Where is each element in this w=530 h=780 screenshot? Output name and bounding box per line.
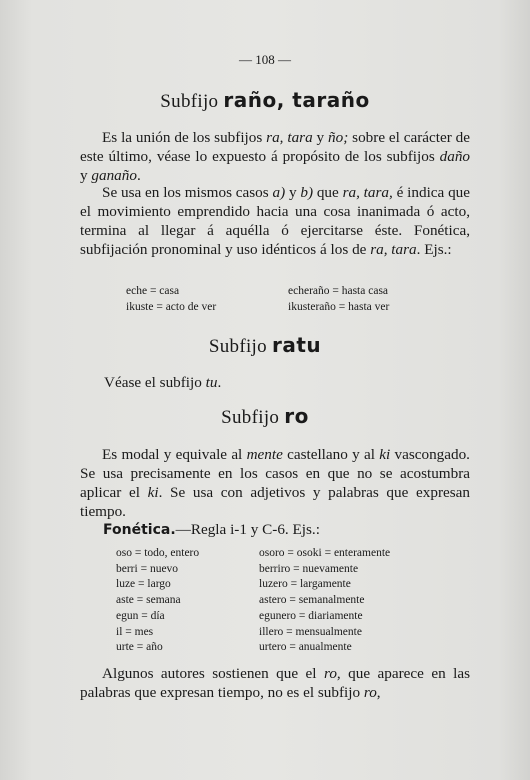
example-item: astero = semanalmente: [259, 594, 365, 607]
heading-suffix: raño, taraño: [223, 88, 370, 112]
example-item: il = mes: [116, 625, 154, 638]
heading-prefix: Subfijo: [160, 91, 224, 112]
example-item: ikuste = acto de ver: [126, 300, 217, 313]
examples-ro-right: [259, 546, 390, 656]
paragraph-rano-usage: Se usa en los mismos casos a) y b) que ra, tara, é indica que el movimiento emprendido hacia una cosa inanimada ó acto, termina al llegar á aquélla ó ejercitarse éste. Fonética, subfijación pronominal y uso idénticos á los de ra, tara. Ejs.:: [80, 184, 471, 258]
example-item: egun = día: [116, 609, 165, 622]
fonetica-label: Fonética.: [103, 522, 176, 538]
paragraph-ro-definition: Es modal y equivale al mente castellano y al ki vascongado. Se usa precisamente en los casos en que no se acostumbra aplicar el ki. Se usa con adjetivos y palabras que expresan tiempo.: [80, 446, 470, 520]
paragraph-ratu: Véase el subfijo tu.: [104, 374, 222, 391]
example-item: berri = nuevo: [116, 562, 179, 575]
heading-suffix: ro: [284, 404, 309, 428]
example-item: aste = semana: [116, 594, 181, 607]
example-item: luzero = largamente: [259, 578, 351, 591]
example-item: berriro = nuevamente: [259, 562, 359, 575]
example-item: echeraño = hasta casa: [288, 285, 389, 297]
example-item: urte = año: [116, 641, 163, 654]
example-item: eche = casa: [126, 285, 180, 297]
example-item: luze = largo: [116, 578, 171, 591]
section-heading-rano: [0, 88, 530, 113]
fonetica-line: Fonética.—Regla i-1 y C-6. Ejs.:: [103, 521, 320, 538]
example-item: ikusteraño = hasta ver: [288, 300, 390, 313]
examples-rano-right: [288, 284, 389, 315]
heading-prefix: Subfijo: [221, 407, 285, 428]
paragraph-rano-definition: Es la unión de los subfijos ra, tara y ño; sobre el carácter de este último, véase lo expuesto á propósito de los subfijos daño y ganaño.: [80, 129, 471, 184]
example-item: oso = todo, entero: [116, 547, 200, 559]
section-heading-ro: [0, 404, 530, 429]
section-heading-ratu: [0, 333, 530, 358]
example-item: egunero = diariamente: [259, 609, 363, 622]
example-item: osoro = osoki = enteramente: [259, 547, 391, 559]
examples-rano-left: [126, 284, 216, 315]
example-item: urtero = anualmente: [259, 641, 352, 654]
page-number: — 108 —: [239, 52, 291, 67]
paragraph-ro-note: Algunos autores sostienen que el ro, que aparece en las palabras que expresan tiempo, no es el subfijo ro,: [80, 665, 470, 701]
heading-prefix: Subfijo: [208, 336, 272, 357]
heading-suffix: ratu: [271, 333, 322, 357]
example-item: illero = mensualmente: [259, 625, 362, 638]
examples-ro-left: [116, 546, 199, 656]
